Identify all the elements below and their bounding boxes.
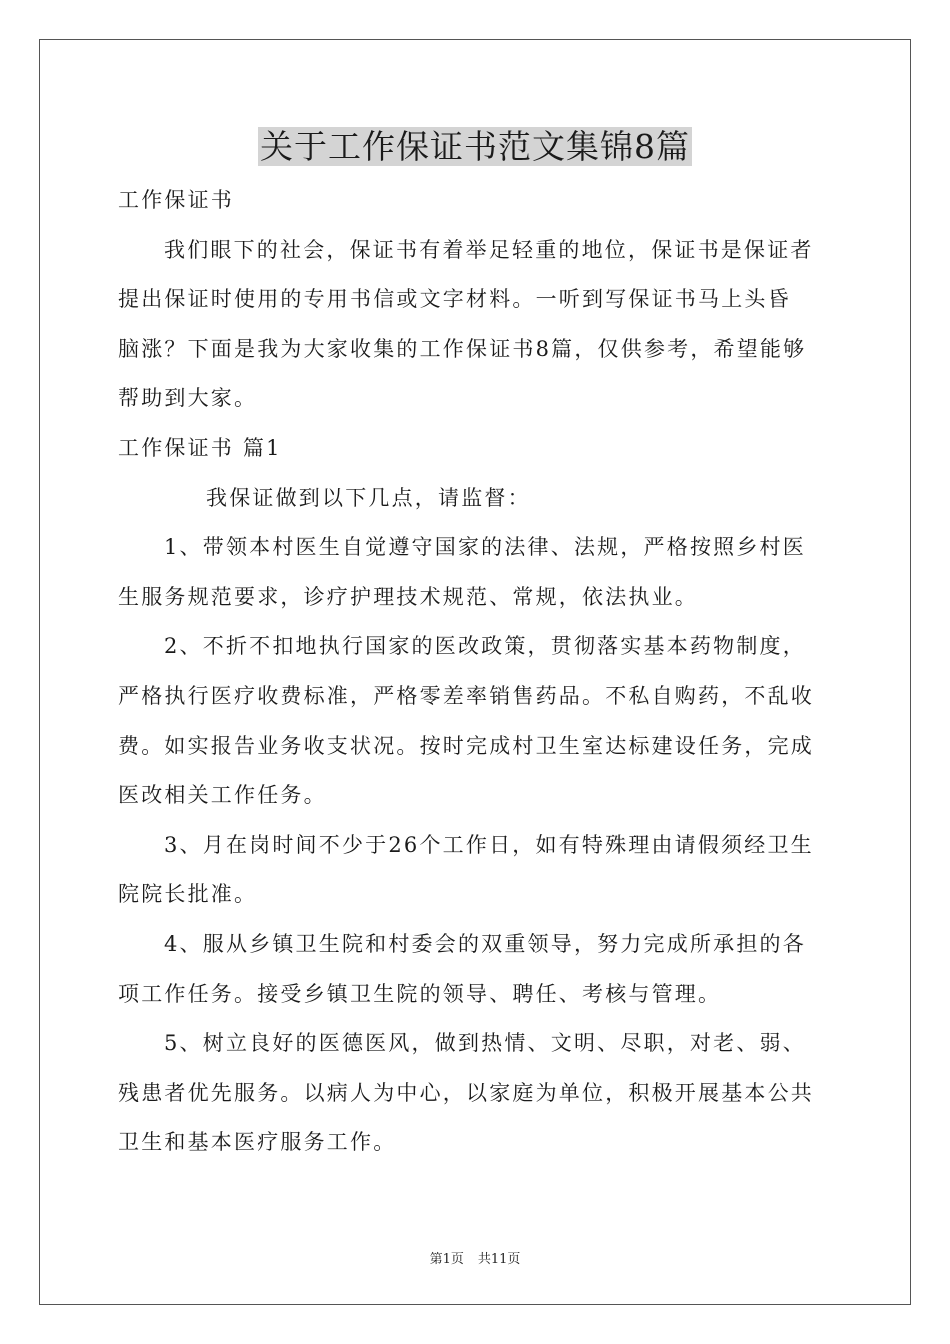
paragraph-line: 脑涨？下面是我为大家收集的工作保证书8篇，仅供参考，希望能够: [118, 336, 807, 361]
section-heading: 工作保证书 篇1: [118, 435, 282, 460]
list-item-line: 1、带领本村医生自觉遵守国家的法律、法规，严格按照乡村医: [164, 535, 806, 560]
list-item-line: 5、树立良好的医德医风，做到热情、文明、尽职，对老、弱、: [164, 1031, 806, 1056]
paragraph-line: 帮助到大家。: [118, 386, 258, 411]
list-item-line: 医改相关工作任务。: [118, 783, 327, 808]
list-item-line: 严格执行医疗收费标准，严格零差率销售药品。不私自购药，不乱收: [118, 683, 814, 708]
page-number: 第1页: [429, 1252, 464, 1267]
list-item-line: 项工作任务。接受乡镇卫生院的领导、聘任、考核与管理。: [118, 981, 722, 1006]
list-item-line: 费。如实报告业务收支状况。按时完成村卫生室达标建设任务，完成: [118, 733, 814, 758]
paragraph-line: 我们眼下的社会，保证书有着举足轻重的地位，保证书是保证者: [164, 237, 814, 262]
list-item-line: 院院长批准。: [118, 882, 258, 907]
page-footer: [0, 1248, 950, 1267]
page-total: 共11页: [477, 1252, 521, 1267]
document-title: 关于工作保证书范文集锦8篇: [260, 127, 690, 166]
paragraph-line: 我保证做到以下几点，请监督：: [206, 485, 531, 510]
list-item-line: 3、月在岗时间不少于26个工作日，如有特殊理由请假须经卫生: [164, 832, 814, 857]
list-item-line: 残患者优先服务。以病人为中心，以家庭为单位，积极开展基本公共: [118, 1080, 814, 1105]
list-item-line: 2、不折不扣地执行国家的医改政策，贯彻落实基本药物制度，: [164, 634, 806, 659]
document-body: [118, 176, 834, 1168]
list-item-line: 卫生和基本医疗服务工作。: [118, 1130, 397, 1155]
list-item-line: 生服务规范要求，诊疗护理技术规范、常规，依法执业。: [118, 584, 698, 609]
document-title-wrap: [0, 126, 950, 168]
section-heading: 工作保证书: [118, 188, 234, 212]
paragraph-line: 提出保证时使用的专用书信或文字材料。一听到写保证书马上头昏: [118, 287, 791, 312]
list-item-line: 4、服从乡镇卫生院和村委会的双重领导，努力完成所承担的各: [164, 931, 806, 956]
